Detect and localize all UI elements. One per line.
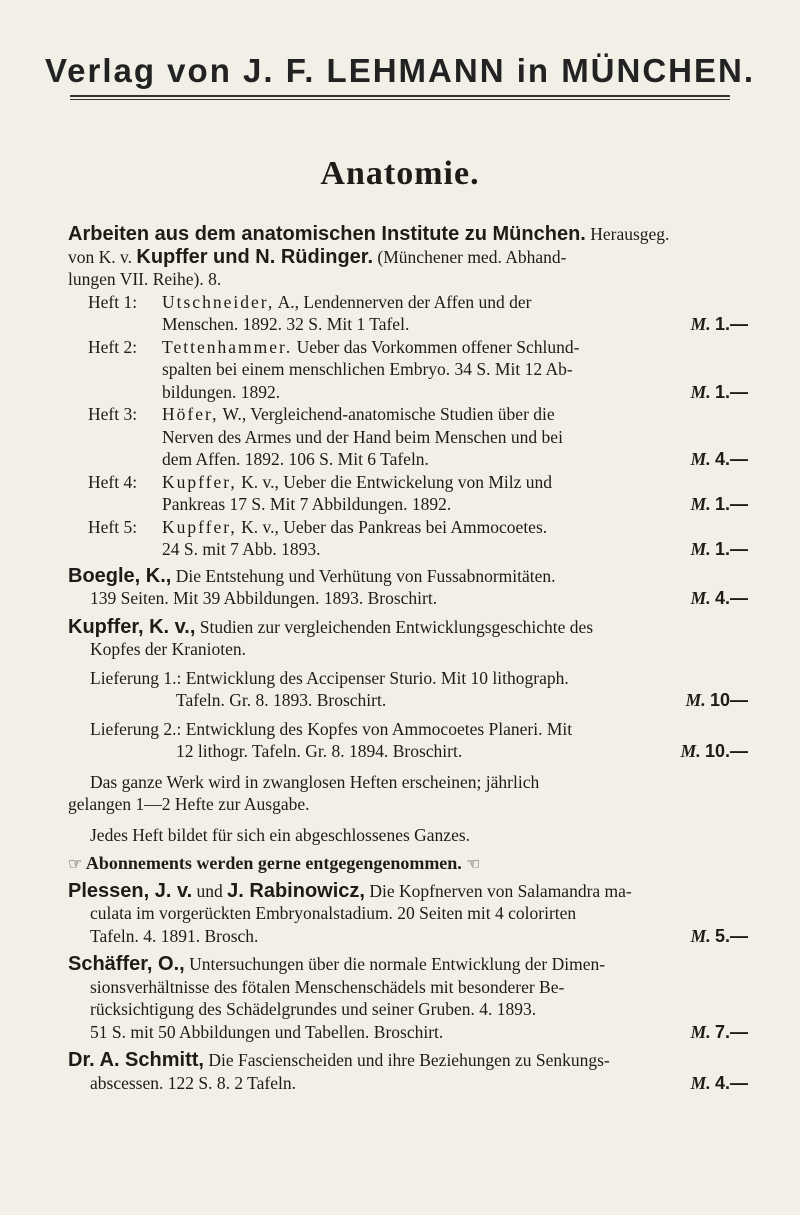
pointing-hand-icon: ☞ <box>466 854 481 873</box>
heft-entry: Heft 1: Utschneider, A., Lendennerven der Affen und der Menschen. 1892. 32 S. Mit 1 Tafel. M. 1.— <box>88 291 748 334</box>
series-entry: Arbeiten aus dem anatomischen Institute zu München. Herausgeg. von K. v. Kupffer und N. Rüdinger. (Münchener med. Abhand- lungen VII. Reihe). 8. <box>68 223 670 289</box>
price: M. 7.— <box>690 1021 748 1042</box>
subscription-notice: ☞ Abonnements werden gerne entgegengenommen. ☞ <box>68 852 748 876</box>
author-name: J. Rabinowicz, <box>227 879 365 902</box>
price: M. 1.— <box>690 381 748 402</box>
author-name: Schäffer, O., <box>68 953 185 975</box>
pointing-hand-icon: ☞ <box>68 854 83 873</box>
price: M. 1.— <box>690 539 748 559</box>
author-name: Kupffer, K. v., <box>68 615 196 638</box>
plessen-entry: Plessen, J. v. und J. Rabinowicz, Die Kopfnerven von Salamandra ma- culata im vorgerückten Embryonalstadium. 20 Seiten mit 4 colorirten Tafeln. 4. 1891. Brosch. M. 5.— <box>68 879 748 946</box>
heft-entry: Heft 5: Kupffer, K. v., Ueber das Pankreas bei Ammocoetes. 24 S. mit 7 Abb. 1893. M. 1.— <box>88 516 748 559</box>
schmitt-entry: Dr. A. Schmitt, Die Fascienscheiden und ihre Beziehungen zu Senkungs- abscessen. 122 S. 8. 2 Tafeln. M. 4.— <box>68 1049 748 1093</box>
schaeffer-entry: Schäffer, O., Untersuchungen über die normale Entwicklung der Dimen- sionsverhältnisse des fötalen Menschenschädels mit besonderer Be- rücksichtigung des Schädelgrundes und seiner Gruben. 4. 1893. 51 S. mit 50 Abbildungen und Tabellen. Broschirt. M. 7.— <box>68 953 748 1042</box>
header-rule-thick <box>70 95 730 97</box>
series-editors: Kupffer und N. Rüdinger. <box>136 245 374 268</box>
header-rule-thin <box>70 99 730 100</box>
price: M. 5.— <box>690 925 748 946</box>
section-title: Anatomie. <box>320 155 480 192</box>
author-name: Plessen, J. v. <box>68 879 193 902</box>
series-title: Arbeiten aus dem anatomischen Institute zu München. <box>68 223 586 245</box>
author-name: Boegle, K., <box>68 564 172 587</box>
price: M. 4.— <box>690 588 748 608</box>
catalog-content <box>68 223 748 1094</box>
publisher-header: Verlag von J. F. LEHMANN in MÜNCHEN. <box>44 52 756 89</box>
price: M. 1.— <box>690 494 748 514</box>
price: M. 4.— <box>690 1072 748 1093</box>
boegle-entry: Boegle, K., Die Entstehung und Verhütung von Fussabnormitäten. 139 Seiten. Mit 39 Abbildungen. 1893. Broschirt. M. 4.— <box>68 564 748 608</box>
price: M. 4.— <box>690 449 748 469</box>
price: M. 1.— <box>690 314 748 334</box>
heft-entry: Heft 3: Höfer, W., Vergleichend-anatomische Studien über die Nerven des Armes und der Hand beim Menschen und bei dem Affen. 1892. 106 S. Mit 6 Tafeln. M. 4.— <box>88 404 748 469</box>
price: M. 10— <box>685 690 748 710</box>
price: M. 10.— <box>680 741 748 761</box>
kupffer-entry: Kupffer, K. v., Studien zur vergleichenden Entwicklungsgeschichte des Kopfes der Kranioten. Lieferung 1.: Entwicklung des Accipenser Sturio. Mit 10 lithograph. Tafeln. Gr. 8. 1893. Broschirt. M. 10— Lieferung 2.: Entwicklung des Kopfes von Ammocoetes Planeri. Mit 12 lithogr. Tafeln. Gr. 8. 1894. Broschirt. M. 10.— Das ganze Werk wird in zwanglosen Heften erscheinen; jährlich gelangen 1—2 Hefte zur Ausgabe. Jedes Heft bildet für sich ein abgeschlossenes Ganzes. <box>68 615 748 845</box>
heft-entry: Heft 2: Tettenhammer. Ueber das Vorkommen offener Schlund- spalten bei einem menschlichen Embryo. 34 S. Mit 12 Ab- bildungen. 1892. M. 1.— <box>88 336 748 402</box>
heft-entry: Heft 4: Kupffer, K. v., Ueber die Entwickelung von Milz und Pankreas 17 S. Mit 7 Abbildungen. 1892. M. 1.— <box>88 471 748 514</box>
author-name: Dr. A. Schmitt, <box>68 1049 204 1071</box>
